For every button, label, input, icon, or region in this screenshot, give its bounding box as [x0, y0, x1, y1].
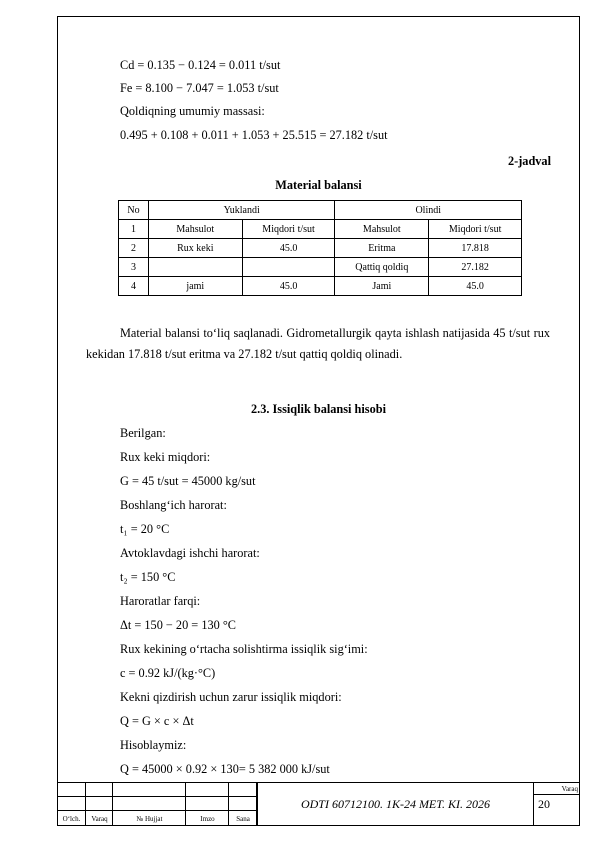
cell: Miqdori t/sut	[242, 220, 335, 239]
table-row	[119, 220, 522, 239]
header-in: Yuklandi	[148, 201, 335, 220]
sheet-label: Varaq	[534, 783, 580, 795]
cell: 45.0	[429, 277, 522, 296]
cell: Mahsulot	[148, 220, 242, 239]
label-varaq: Varaq	[91, 815, 108, 823]
balance-paragraph: Material balansi to‘liq saqlanadi. Gidrometallurgik qayta ishlash natijasida 45 t/sut rux kekidan 17.818 t/sut eritma va 27.182 t/sut qattiq qoldiq olinadi.	[86, 326, 550, 361]
label-olch: O‘lch.	[62, 815, 81, 823]
cd-line: Cd = 0.135 − 0.124 = 0.011 t/sut	[120, 58, 281, 72]
heat-line: c = 0.92 kJ/(kg·°C)	[120, 666, 216, 680]
cell: 45.0	[242, 277, 335, 296]
cell	[242, 258, 335, 277]
header-out: Olindi	[335, 201, 522, 220]
table-number: 2-jadval	[507, 154, 551, 168]
cell: Jami	[335, 277, 429, 296]
heat-line: Rux keki miqdori:	[120, 450, 211, 464]
cell: Eritma	[335, 239, 429, 258]
heat-line: Δt = 150 − 20 = 130 °C	[120, 618, 236, 632]
cell	[148, 258, 242, 277]
sheet-number: 20	[538, 797, 550, 811]
heat-line: t₂ = 150 °C	[120, 570, 176, 584]
qoldiq-label: Qoldiqning umumiy massasi:	[120, 104, 265, 118]
cell: jami	[148, 277, 242, 296]
table-row	[119, 277, 522, 296]
heat-line: Rux kekining o‘rtacha solishtirma issiqlik sig‘imi:	[120, 642, 368, 656]
cell: 1	[119, 220, 149, 239]
heat-line: Boshlang‘ich harorat:	[120, 498, 227, 512]
label-hujjat: № Hujjat	[136, 815, 163, 823]
table-row	[119, 239, 522, 258]
label-sana: Sana	[236, 815, 250, 823]
material-balance-table	[118, 200, 522, 296]
title-block-grid	[57, 782, 257, 826]
cell: 3	[119, 258, 149, 277]
table-row	[119, 258, 522, 277]
cell: 4	[119, 277, 149, 296]
label-imzo: Imzo	[200, 815, 215, 823]
heat-line: G = 45 t/sut = 45000 kg/sut	[120, 474, 256, 488]
heat-line: Berilgan:	[120, 426, 166, 440]
heat-line: t₁ = 20 °C	[120, 522, 170, 536]
heat-line: Haroratlar farqi:	[120, 594, 201, 608]
cell: Mahsulot	[335, 220, 429, 239]
heat-line: Avtoklavdagi ishchi harorat:	[120, 546, 260, 560]
qoldiq-sum: 0.495 + 0.108 + 0.011 + 1.053 + 25.515 = 27.182 t/sut	[120, 128, 388, 142]
cell: Miqdori t/sut	[429, 220, 522, 239]
cell: 17.818	[429, 239, 522, 258]
cell: 2	[119, 239, 149, 258]
cell: 27.182	[429, 258, 522, 277]
cell: Rux keki	[148, 239, 242, 258]
sheet-box	[533, 782, 580, 826]
cell: 45.0	[242, 239, 335, 258]
header-no: No	[119, 201, 149, 220]
table-header-row	[119, 201, 522, 220]
heat-line: Q = 45000 × 0.92 × 130= 5 382 000 kJ/sut	[120, 762, 330, 776]
document-code: ODTI 60712100. 1K-24 MET. KI. 2026	[257, 782, 533, 826]
table-title: Material balansi	[275, 178, 362, 192]
heat-line: Q = G × c × Δt	[120, 714, 194, 728]
fe-line: Fe = 8.100 − 7.047 = 1.053 t/sut	[120, 81, 279, 95]
section-title: 2.3. Issiqlik balansi hisobi	[251, 402, 386, 416]
title-block	[57, 782, 580, 826]
heat-line: Hisoblaymiz:	[120, 738, 187, 752]
heat-line: Kekni qizdirish uchun zarur issiqlik miqdori:	[120, 690, 342, 704]
cell: Qattiq qoldiq	[335, 258, 429, 277]
